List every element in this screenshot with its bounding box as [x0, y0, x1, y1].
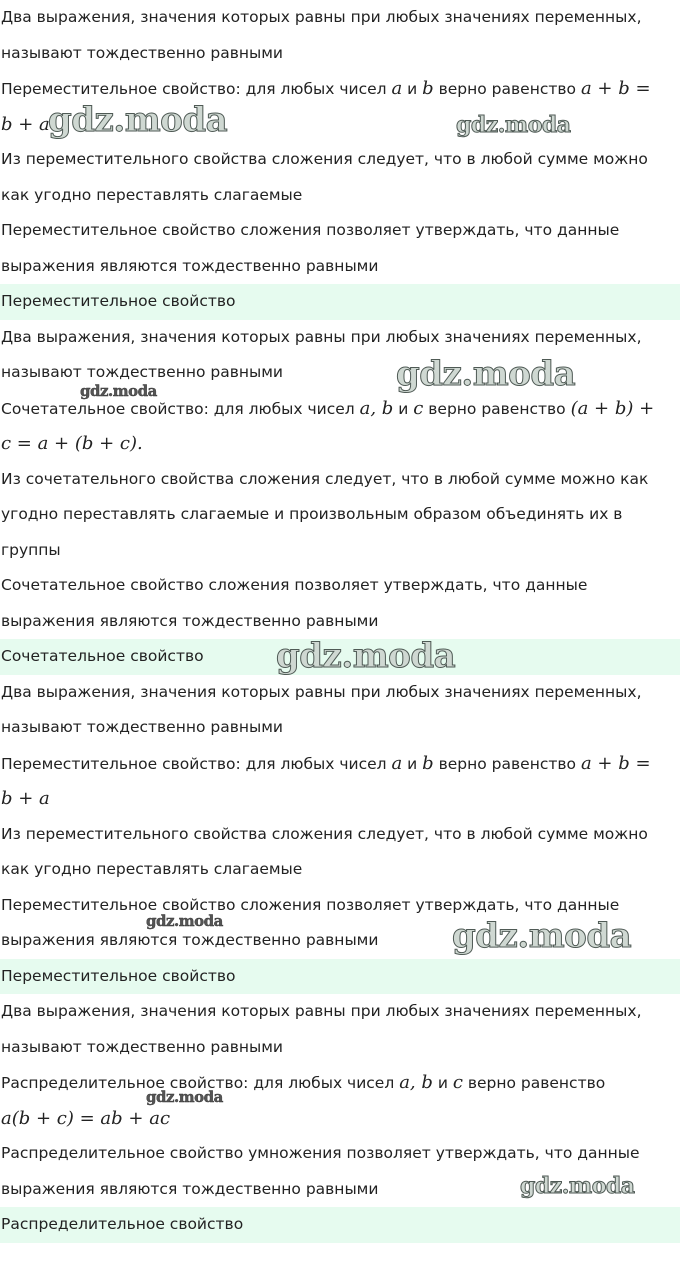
text: и [432, 1074, 453, 1092]
text: Переместительное свойство: для любых чисел [1, 754, 392, 773]
consequence-line: Из переместительного свойства сложения следует, что в любой сумме можно [1, 824, 648, 843]
watermark-logo: gdz.moda [80, 382, 157, 400]
math-var: c [413, 397, 424, 419]
watermark-logo: gdz.moda [146, 1088, 223, 1106]
answer-highlight: Распределительное свойство [0, 1207, 680, 1243]
math-equation: a + b = [580, 78, 651, 99]
property-statement-cont [0, 426, 680, 462]
conclusion-line: выражения являются тождественно равными [1, 256, 379, 275]
conclusion-line: Распределительное свойство умножения позволяет утверждать, что данные [1, 1144, 640, 1162]
consequence-line: как угодно переставлять слагаемые [1, 860, 303, 878]
math-var: a, b [399, 1072, 433, 1093]
text: Распределительное свойство: для любых чисел [1, 1074, 400, 1092]
math-equation: a + b = [580, 752, 651, 774]
answer-highlight: Сочетательное свойство [0, 639, 680, 675]
conclusion-line: выражения являются тождественно равными [1, 611, 379, 630]
text: верно равенство [433, 754, 581, 773]
math-var: a, b [359, 397, 394, 419]
math-var: a [391, 78, 403, 99]
math-equation: a(b + c) = ab + ac [1, 1107, 171, 1129]
watermark-logo: gdz.moda [396, 354, 576, 394]
definition-line: Два выражения, значения которых равны при любых значениях переменных, [1, 1002, 642, 1020]
answer-highlight: Переместительное свойство [0, 959, 680, 995]
text: верно равенство [433, 80, 581, 98]
watermark-logo: gdz.moda [456, 112, 571, 138]
definition-line: называют тождественно равными [1, 1037, 283, 1056]
conclusion-line: Сочетательное свойство сложения позволяет утверждать, что данные [1, 576, 588, 594]
definition-line: называют тождественно равными [1, 718, 283, 736]
text: и [402, 754, 423, 773]
text: верно равенство [423, 399, 571, 418]
watermark-logo: gdz.moda [276, 636, 456, 676]
text: Переместительное свойство: для любых чисел [1, 80, 392, 98]
consequence-line: как угодно переставлять слагаемые [1, 185, 303, 204]
math-var: c [452, 1072, 463, 1093]
text: верно равенство [462, 1074, 606, 1092]
text: и [402, 80, 423, 98]
text: и [393, 399, 414, 418]
consequence-line: Из сочетательного свойства сложения следует, что в любой сумме можно как [1, 469, 649, 488]
math-equation: b + a [1, 788, 50, 809]
consequence-line: группы [1, 540, 61, 559]
watermark-logo: gdz.moda [48, 100, 228, 140]
property-statement-cont [0, 781, 680, 817]
math-var: a [391, 752, 403, 774]
definition-line: называют тождественно равными [1, 43, 283, 62]
property-statement [0, 746, 680, 782]
conclusion-line: Переместительное свойство сложения позволяет утверждать, что данные [1, 221, 620, 239]
conclusion-line: выражения являются тождественно равными [1, 1179, 379, 1198]
watermark-logo: gdz.moda [520, 1173, 635, 1199]
definition-line: называют тождественно равными [1, 363, 283, 381]
property-statement [0, 1065, 680, 1101]
conclusion-line: выражения являются тождественно равными [1, 931, 379, 949]
watermark-logo: gdz.moda [452, 916, 632, 956]
consequence-line: угодно переставлять слагаемые и произвольным образом объединять их в [1, 505, 623, 523]
math-equation: b + a [1, 113, 50, 135]
property-statement-cont [0, 1101, 680, 1137]
definition-line: Два выражения, значения которых равны при любых значениях переменных, [1, 682, 642, 701]
math-var: b [422, 752, 434, 774]
answer-highlight: Переместительное свойство [0, 284, 680, 320]
definition-line: Два выражения, значения которых равны при любых значениях переменных, [1, 327, 642, 346]
conclusion-line: Переместительное свойство сложения позволяет утверждать, что данные [1, 895, 620, 914]
watermark-logo: gdz.moda [146, 912, 223, 930]
consequence-line: Из переместительного свойства сложения следует, что в любой сумме можно [1, 150, 648, 168]
text: Сочетательное свойство: для любых чисел [1, 399, 360, 418]
math-equation: (a + b) + [570, 397, 655, 419]
math-var: b [422, 78, 434, 99]
math-equation: c = a + (b + c). [1, 433, 143, 454]
definition-line: Два выражения, значения которых равны при любых значениях переменных, [1, 8, 642, 26]
